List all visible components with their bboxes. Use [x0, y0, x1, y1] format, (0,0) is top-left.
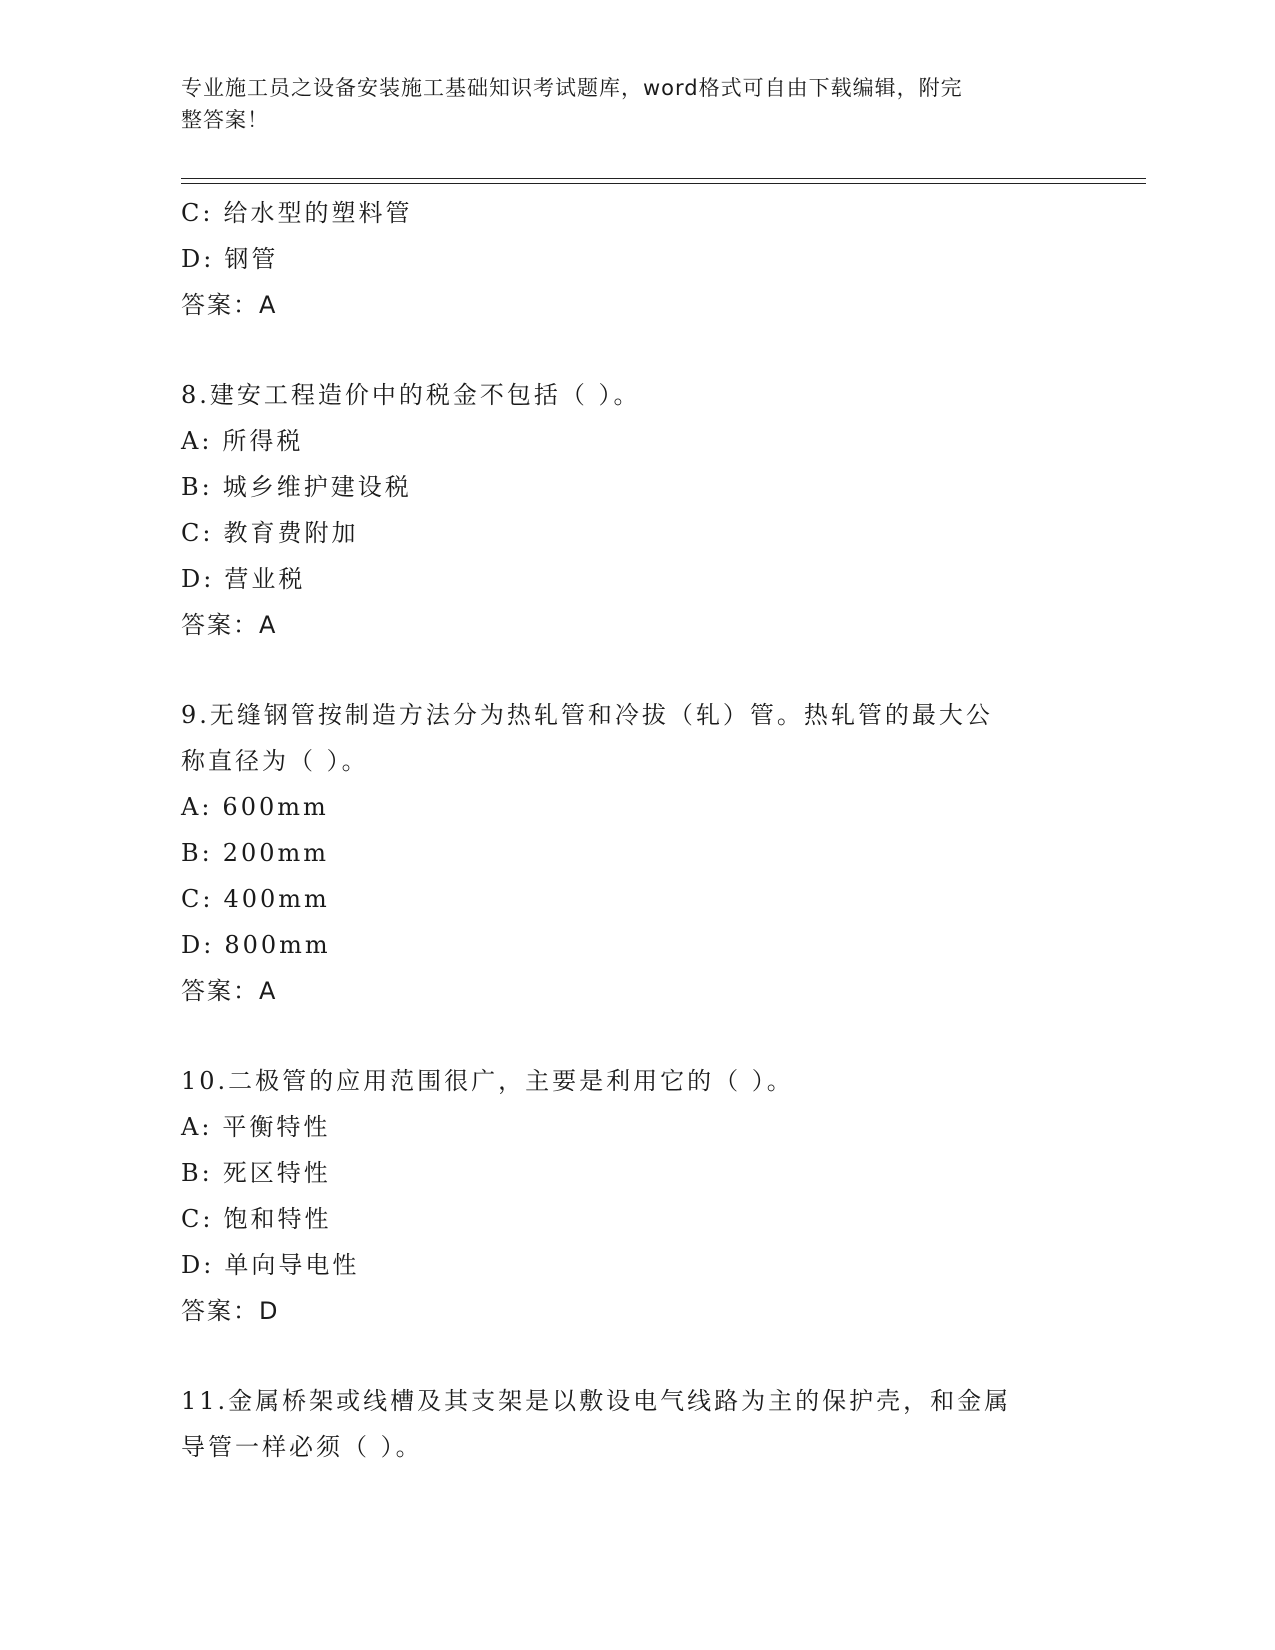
question-block-10: [181, 1058, 1081, 1334]
option-letter: D:: [181, 931, 215, 959]
option-d: [181, 922, 1081, 968]
option-a: [181, 418, 1081, 464]
option-text: 800mm: [224, 931, 331, 959]
option-letter: C:: [181, 519, 214, 547]
option-d: [181, 236, 1081, 282]
option-text: 600mm: [222, 793, 329, 821]
document-header: [181, 72, 1061, 136]
question-stem: [181, 1058, 1061, 1104]
header-line-1: 专业施工员之设备安装施工基础知识考试题库，word格式可自由下载编辑，附完: [181, 76, 963, 100]
stem-line: 导管一样必须（ ）。: [181, 1433, 423, 1461]
question-block-continued: [181, 190, 1081, 328]
option-letter: B:: [181, 839, 213, 867]
stem-line: 称直径为（ ）。: [181, 747, 369, 775]
option-c: [181, 190, 1081, 236]
option-letter: A:: [181, 427, 213, 455]
option-letter: C:: [181, 885, 214, 913]
option-c: [181, 876, 1081, 922]
option-text: 钢管: [224, 245, 279, 273]
option-text: 教育费附加: [223, 519, 359, 547]
option-letter: B:: [181, 473, 213, 501]
header-divider-top: [181, 178, 1146, 179]
option-d: [181, 556, 1081, 602]
option-letter: C:: [181, 199, 214, 227]
question-stem: [181, 372, 1061, 418]
option-text: 单向导电性: [224, 1251, 360, 1279]
stem-line: 9.无缝钢管按制造方法分为热轧管和冷拔（轧）管。热轧管的最大公: [181, 701, 993, 729]
option-b: [181, 1150, 1081, 1196]
spacer: [181, 1014, 1081, 1058]
option-text: 城乡维护建设税: [222, 473, 412, 501]
option-letter: A:: [181, 793, 213, 821]
option-text: 平衡特性: [222, 1113, 331, 1141]
option-text: 所得税: [222, 427, 304, 455]
question-list: [181, 190, 1081, 1470]
spacer: [181, 1334, 1081, 1378]
stem-line: 11.金属桥架或线槽及其支架是以敷设电气线路为主的保护壳，和金属: [181, 1387, 1012, 1415]
option-c: [181, 510, 1081, 556]
answer-line: 答案：A: [181, 977, 278, 1005]
option-a: [181, 784, 1081, 830]
header-divider-bottom: [181, 183, 1146, 184]
option-text: 给水型的塑料管: [223, 199, 413, 227]
answer-line: 答案：D: [181, 1297, 280, 1325]
stem-line: 8.建安工程造价中的税金不包括（ ）。: [181, 381, 641, 409]
question-block-8: [181, 372, 1081, 648]
question-stem: [181, 692, 1061, 784]
option-letter: D:: [181, 245, 215, 273]
spacer: [181, 328, 1081, 372]
spacer: [181, 648, 1081, 692]
option-a: [181, 1104, 1081, 1150]
option-letter: A:: [181, 1113, 213, 1141]
option-letter: B:: [181, 1159, 213, 1187]
option-b: [181, 830, 1081, 876]
answer-line: 答案：A: [181, 291, 278, 319]
option-text: 200mm: [222, 839, 330, 867]
question-stem: [181, 1378, 1061, 1470]
stem-line: 10.二极管的应用范围很广，主要是利用它的（ ）。: [181, 1067, 794, 1095]
option-letter: D:: [181, 565, 215, 593]
header-line-2: 整答案！: [181, 108, 269, 132]
option-letter: D:: [181, 1251, 215, 1279]
option-text: 营业税: [224, 565, 306, 593]
question-block-11: [181, 1378, 1081, 1470]
option-d: [181, 1242, 1081, 1288]
answer-line: 答案：A: [181, 611, 278, 639]
option-text: 死区特性: [222, 1159, 331, 1187]
option-text: 400mm: [223, 885, 330, 913]
option-c: [181, 1196, 1081, 1242]
option-letter: C:: [181, 1205, 214, 1233]
option-text: 饱和特性: [223, 1205, 332, 1233]
question-block-9: [181, 692, 1081, 1014]
option-b: [181, 464, 1081, 510]
